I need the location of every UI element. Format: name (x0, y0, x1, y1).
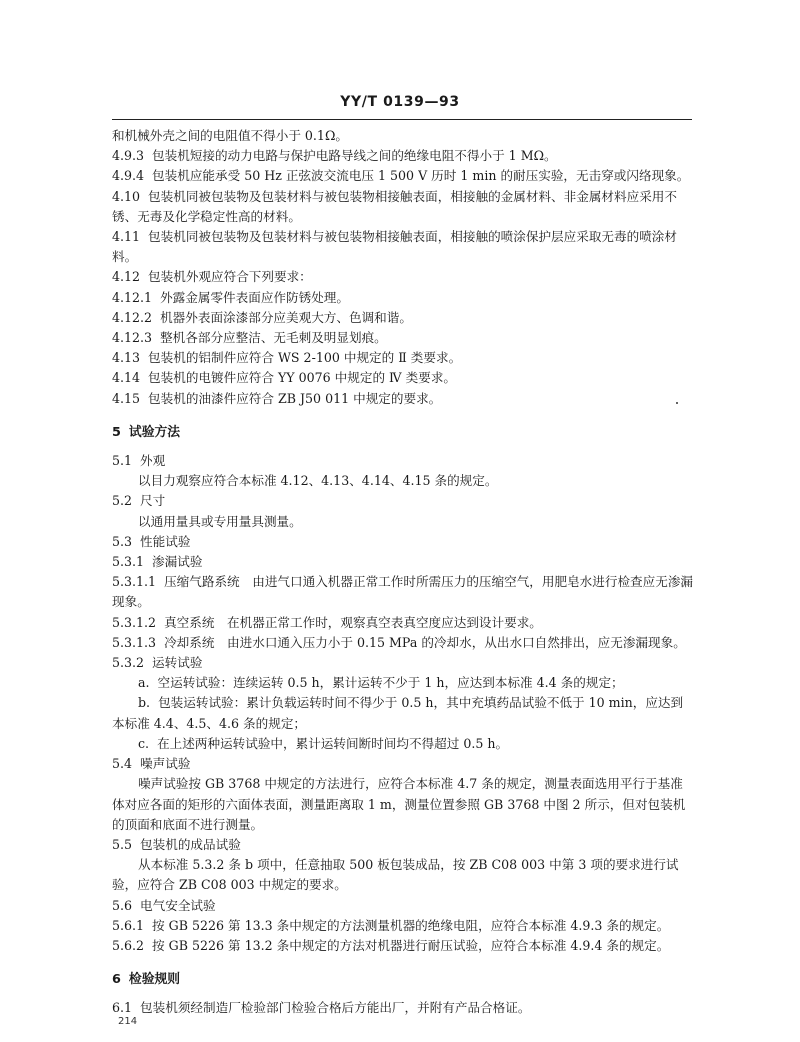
clause-text: 电气安全试验 (140, 897, 216, 913)
clause-text: 包装机的油漆件应符合 ZB J50 011 中规定的要求。 (148, 390, 442, 406)
clause-number: 4.9.4 (112, 168, 145, 184)
clause-number: 4.12 (112, 269, 141, 285)
clause-paragraph (112, 187, 694, 227)
clause-number: 5.3 (112, 533, 133, 549)
body-text (112, 126, 694, 1019)
clause-paragraph (112, 532, 694, 552)
clause-number: 5.3.1.3 (112, 634, 157, 650)
clause-number: 6 (112, 972, 121, 988)
section-heading (112, 970, 694, 990)
clause-text: 从本标准 5.3.2 条 b 项中，任意抽取 500 板包装成品，按 ZB C08 003 中第 3 项的要求进行试验，应符合 ZB C08 003 中规定的要求。 (112, 857, 679, 893)
clause-paragraph (112, 693, 694, 733)
clause-number: 4.12.3 (112, 330, 153, 346)
clause-number: 4.15 (112, 390, 141, 406)
clause-text: 整机各部分应整洁、无毛刺及明显划痕。 (160, 330, 387, 346)
clause-number: 4.9.3 (112, 148, 145, 164)
clause-paragraph (112, 734, 694, 754)
clause-paragraph (112, 936, 694, 956)
clause-paragraph (112, 471, 694, 491)
clause-text: 压缩气路系统 由进气口通入机器正常工作时所需压力的压缩空气，用肥皂水进行检查应无渗漏现象。 (112, 574, 693, 610)
clause-paragraph (112, 998, 694, 1018)
clause-number: 4.11 (112, 229, 141, 245)
spacer (112, 990, 694, 998)
clause-paragraph (112, 389, 694, 409)
clause-number: 5.5 (112, 836, 133, 852)
clause-text: 包装机的铝制件应符合 WS 2-100 中规定的 Ⅱ 类要求。 (148, 350, 462, 366)
clause-text: 包装机须经制造厂检验部门检验合格后方能出厂，并附有产品合格证。 (140, 1000, 531, 1016)
clause-text: 包装机同被包装物及包装材料与被包装物相接触表面，相接触的金属材料、非金属材料应采用不锈、无毒及化学稳定性高的材料。 (112, 188, 677, 224)
clause-number: 5.6 (112, 897, 133, 913)
clause-paragraph (112, 348, 694, 368)
clause-text: 运转试验 (152, 655, 203, 671)
clause-paragraph (112, 653, 694, 673)
clause-number: 5.4 (112, 756, 133, 772)
clause-text: 和机械外壳之间的电阻值不得小于 0.1Ω。 (112, 128, 348, 143)
clause-number: 5.3.1.1 (112, 574, 157, 590)
clause-text: 噪声试验 (140, 756, 191, 772)
clause-number: 5 (112, 424, 121, 440)
clause-text: 按 GB 5226 第 13.2 条中规定的方法对机器进行耐压试验，应符合本标准 4.9.4 条的规定。 (152, 937, 670, 953)
clause-paragraph (112, 754, 694, 774)
clause-text: 包装机应能承受 50 Hz 正弦波交流电压 1 500 V 历时 1 min 的耐压实验，无击穿或闪络现象。 (152, 168, 690, 184)
clause-text: 在上述两种运转试验中，累计运转间断时间均不得超过 0.5 h。 (157, 735, 509, 751)
clause-paragraph (112, 146, 694, 166)
clause-number: 4.14 (112, 370, 141, 386)
clause-paragraph (112, 855, 694, 895)
clause-paragraph (112, 267, 694, 287)
clause-text: 性能试验 (140, 533, 191, 549)
clause-number: 4.13 (112, 350, 141, 366)
section-heading (112, 423, 694, 443)
clause-text: 试验方法 (128, 424, 181, 440)
clause-number: 5.6.2 (112, 937, 145, 953)
clause-paragraph (112, 633, 694, 653)
clause-text: 包装机短接的动力电路与保护电路导线之间的绝缘电阻不得小于 1 MΩ。 (152, 148, 557, 164)
spacer (112, 443, 694, 451)
clause-paragraph (112, 368, 694, 388)
clause-number: 5.2 (112, 493, 133, 509)
clause-text: 包装机的成品试验 (140, 836, 241, 852)
clause-text: 以通用量具或专用量具测量。 (138, 513, 302, 529)
clause-paragraph (112, 166, 694, 186)
scan-speck (676, 402, 678, 404)
clause-text: 机器外表面涂漆部分应美观大方、色调和谐。 (160, 309, 412, 325)
clause-number: a. (138, 675, 150, 691)
clause-number: 4.10 (112, 188, 141, 204)
clause-paragraph (112, 673, 694, 693)
clause-number: 5.3.1 (112, 554, 145, 570)
header-rule (112, 119, 692, 120)
clause-paragraph (112, 308, 694, 328)
clause-text: 按 GB 5226 第 13.3 条中规定的方法测量机器的绝缘电阻，应符合本标准 4.9.3 条的规定。 (152, 917, 670, 933)
spacer (112, 409, 694, 423)
clause-paragraph (112, 328, 694, 348)
clause-text: 包装机外观应符合下列要求： (148, 269, 312, 285)
clause-text: 检验规则 (128, 972, 181, 988)
clause-text: 真空系统 在机器正常工作时，观察真空表真空度应达到设计要求。 (164, 614, 542, 630)
clause-text: 外观 (140, 453, 166, 469)
clause-paragraph (112, 835, 694, 855)
clause-paragraph (112, 613, 694, 633)
clause-number: 6.1 (112, 1000, 133, 1016)
clause-text: 空运转试验：连续运转 0.5 h，累计运转不少于 1 h，应达到本标准 4.4 条的规定； (157, 675, 624, 691)
clause-number: b. (138, 695, 151, 711)
standard-code-header: YY/T 0139—93 (340, 94, 460, 110)
clause-number: 5.3.2 (112, 655, 145, 671)
page-number: 214 (118, 1016, 138, 1027)
clause-text: 噪声试验按 GB 3768 中规定的方法进行，应符合本标准 4.7 条的规定，测量表面选用平行于基准体对应各面的矩形的六面体表面，测量距离取 1 m，测量位置参照 GB 3768 中图 2 所示，但对包装机的顶面和底面不进行测量。 (112, 776, 686, 832)
clause-text: 包装机的电镀件应符合 YY 0076 中规定的 Ⅳ 类要求。 (148, 370, 457, 386)
clause-paragraph (112, 916, 694, 936)
clause-text: 包装运转试验：累计负载运转时间不得少于 0.5 h，其中充填药品试验不低于 10 min，应达到本标准 4.4、4.5、4.6 条的规定； (112, 695, 684, 731)
clause-number: 5.6.1 (112, 917, 145, 933)
clause-paragraph (112, 774, 694, 835)
clause-number: 4.12.1 (112, 289, 153, 305)
clause-text: 以目力观察应符合本标准 4.12、4.13、4.14、4.15 条的规定。 (138, 473, 498, 489)
clause-text: 外露金属零件表面应作防锈处理。 (160, 289, 349, 305)
clause-number: 5.3.1.2 (112, 614, 157, 630)
clause-text: 渗漏试验 (152, 554, 203, 570)
clause-paragraph (112, 126, 694, 146)
clause-number: c. (138, 735, 150, 751)
clause-paragraph (112, 512, 694, 532)
spacer (112, 956, 694, 970)
clause-paragraph (112, 896, 694, 916)
clause-paragraph (112, 451, 694, 471)
clause-paragraph (112, 552, 694, 572)
clause-number: 5.1 (112, 453, 133, 469)
clause-text: 尺寸 (140, 493, 166, 509)
clause-paragraph (112, 572, 694, 612)
clause-text: 冷却系统 由进水口通入压力小于 0.15 MPa 的冷却水，从出水口自然排出，应无渗漏现象。 (164, 634, 686, 650)
clause-paragraph (112, 288, 694, 308)
clause-paragraph (112, 227, 694, 267)
clause-number: 4.12.2 (112, 309, 153, 325)
clause-paragraph (112, 491, 694, 511)
clause-text: 包装机同被包装物及包装材料与被包装物相接触表面，相接触的喷涂保护层应采取无毒的喷涂材料。 (112, 229, 677, 265)
